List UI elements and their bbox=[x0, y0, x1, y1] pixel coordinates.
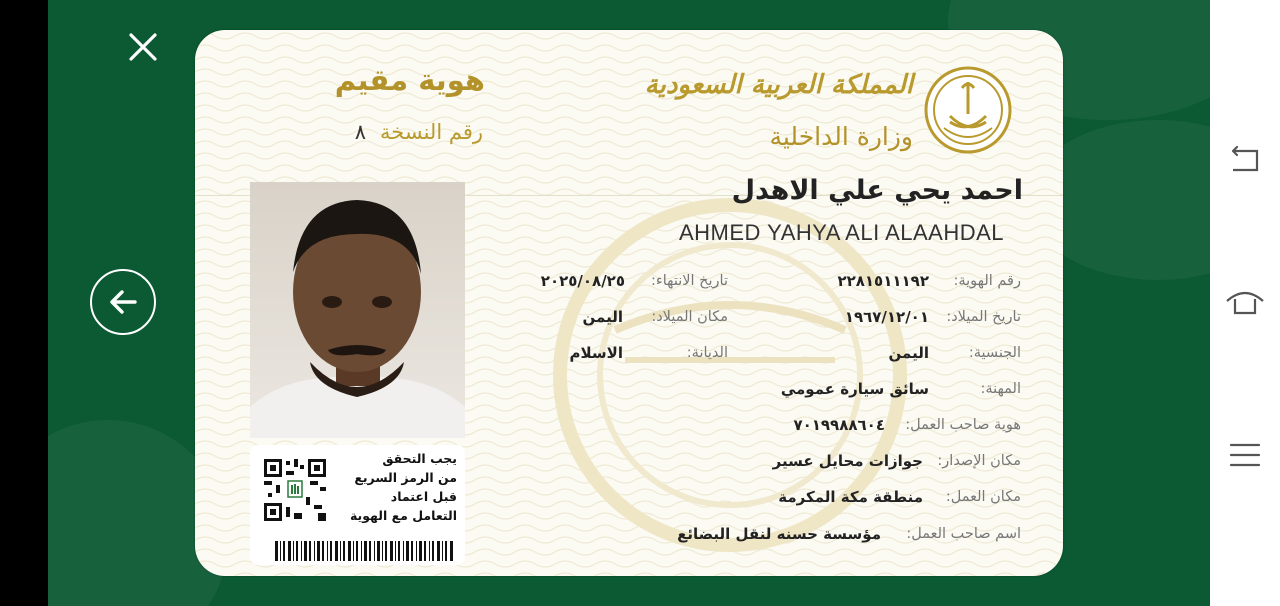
id-number-value: ٢٢٨١٥١١١٩٢ bbox=[837, 272, 929, 290]
close-button[interactable] bbox=[126, 30, 160, 64]
religion-label: الديانة: bbox=[686, 345, 728, 361]
qr-code-icon bbox=[262, 457, 328, 523]
expiry-date-value: ٢٠٢٥/٠٨/٢٥ bbox=[540, 272, 625, 290]
nav-back-button[interactable] bbox=[1225, 142, 1265, 176]
previous-image-button[interactable] bbox=[90, 269, 156, 335]
work-place-value: منطقة مكة المكرمة bbox=[778, 488, 923, 506]
employer-name-value: مؤسسة حسنه لنقل البضائع bbox=[677, 525, 881, 543]
kingdom-name: المملكة العربية السعودية bbox=[644, 70, 913, 100]
holder-photo bbox=[250, 182, 465, 438]
employer-name-label: اسم صاحب العمل: bbox=[906, 526, 1021, 542]
portrait-image bbox=[250, 182, 465, 438]
issue-place-value: جوازات محايل عسير bbox=[772, 452, 923, 470]
occupation-value: سائق سيارة عمومي bbox=[780, 380, 929, 398]
issue-place-label: مكان الإصدار: bbox=[937, 453, 1021, 469]
version-number: ٨ bbox=[354, 120, 367, 144]
birth-date-value: ١٩٦٧/١٢/٠١ bbox=[844, 308, 929, 326]
card-title: هوية مقيم bbox=[334, 63, 485, 97]
version-line bbox=[355, 120, 483, 144]
arrow-left-icon bbox=[105, 284, 141, 320]
qr-verification-panel bbox=[250, 445, 465, 565]
ministry-name: وزارة الداخلية bbox=[769, 122, 913, 151]
system-navigation-bar bbox=[1210, 0, 1280, 606]
birth-place-value: اليمن bbox=[582, 308, 623, 326]
left-edge-strip bbox=[0, 0, 48, 606]
nationality-value: اليمن bbox=[888, 344, 929, 362]
nav-home-button[interactable] bbox=[1225, 285, 1265, 319]
birth-date-label: تاريخ الميلاد: bbox=[946, 309, 1021, 325]
religion-value: الاسلام bbox=[569, 344, 623, 362]
id-number-label: رقم الهوية: bbox=[953, 273, 1021, 289]
employer-id-label: هوية صاحب العمل: bbox=[905, 417, 1021, 433]
verify-note-line: من الرمز السريع bbox=[354, 470, 457, 485]
verify-note-line: يجب التحقق bbox=[382, 451, 457, 466]
employer-id-value: ٧٠١٩٩٨٨٦٠٤ bbox=[793, 416, 885, 434]
occupation-label: المهنة: bbox=[980, 381, 1021, 397]
work-place-label: مكان العمل: bbox=[945, 489, 1021, 505]
saudi-emblem-icon bbox=[922, 64, 1014, 156]
verify-note-line: التعامل مع الهوية bbox=[349, 508, 457, 523]
barcode-icon bbox=[275, 541, 453, 561]
verify-note-line: قبل اعتماد bbox=[390, 489, 457, 504]
nav-menu-button[interactable] bbox=[1225, 438, 1265, 472]
holder-name-english: AHMED YAHYA ALI ALAAHDAL bbox=[679, 220, 1005, 245]
birth-place-label: مكان الميلاد: bbox=[651, 309, 728, 325]
nationality-label: الجنسية: bbox=[968, 345, 1021, 361]
nav-back-icon bbox=[1225, 142, 1265, 176]
holder-name-arabic: احمد يحي علي الاهدل bbox=[731, 175, 1023, 206]
nav-menu-icon bbox=[1225, 438, 1265, 472]
residence-id-card bbox=[195, 30, 1063, 576]
close-icon bbox=[126, 30, 160, 64]
nav-home-icon bbox=[1225, 285, 1265, 319]
version-label: رقم النسخة bbox=[380, 120, 483, 144]
expiry-date-label: تاريخ الانتهاء: bbox=[651, 273, 728, 289]
